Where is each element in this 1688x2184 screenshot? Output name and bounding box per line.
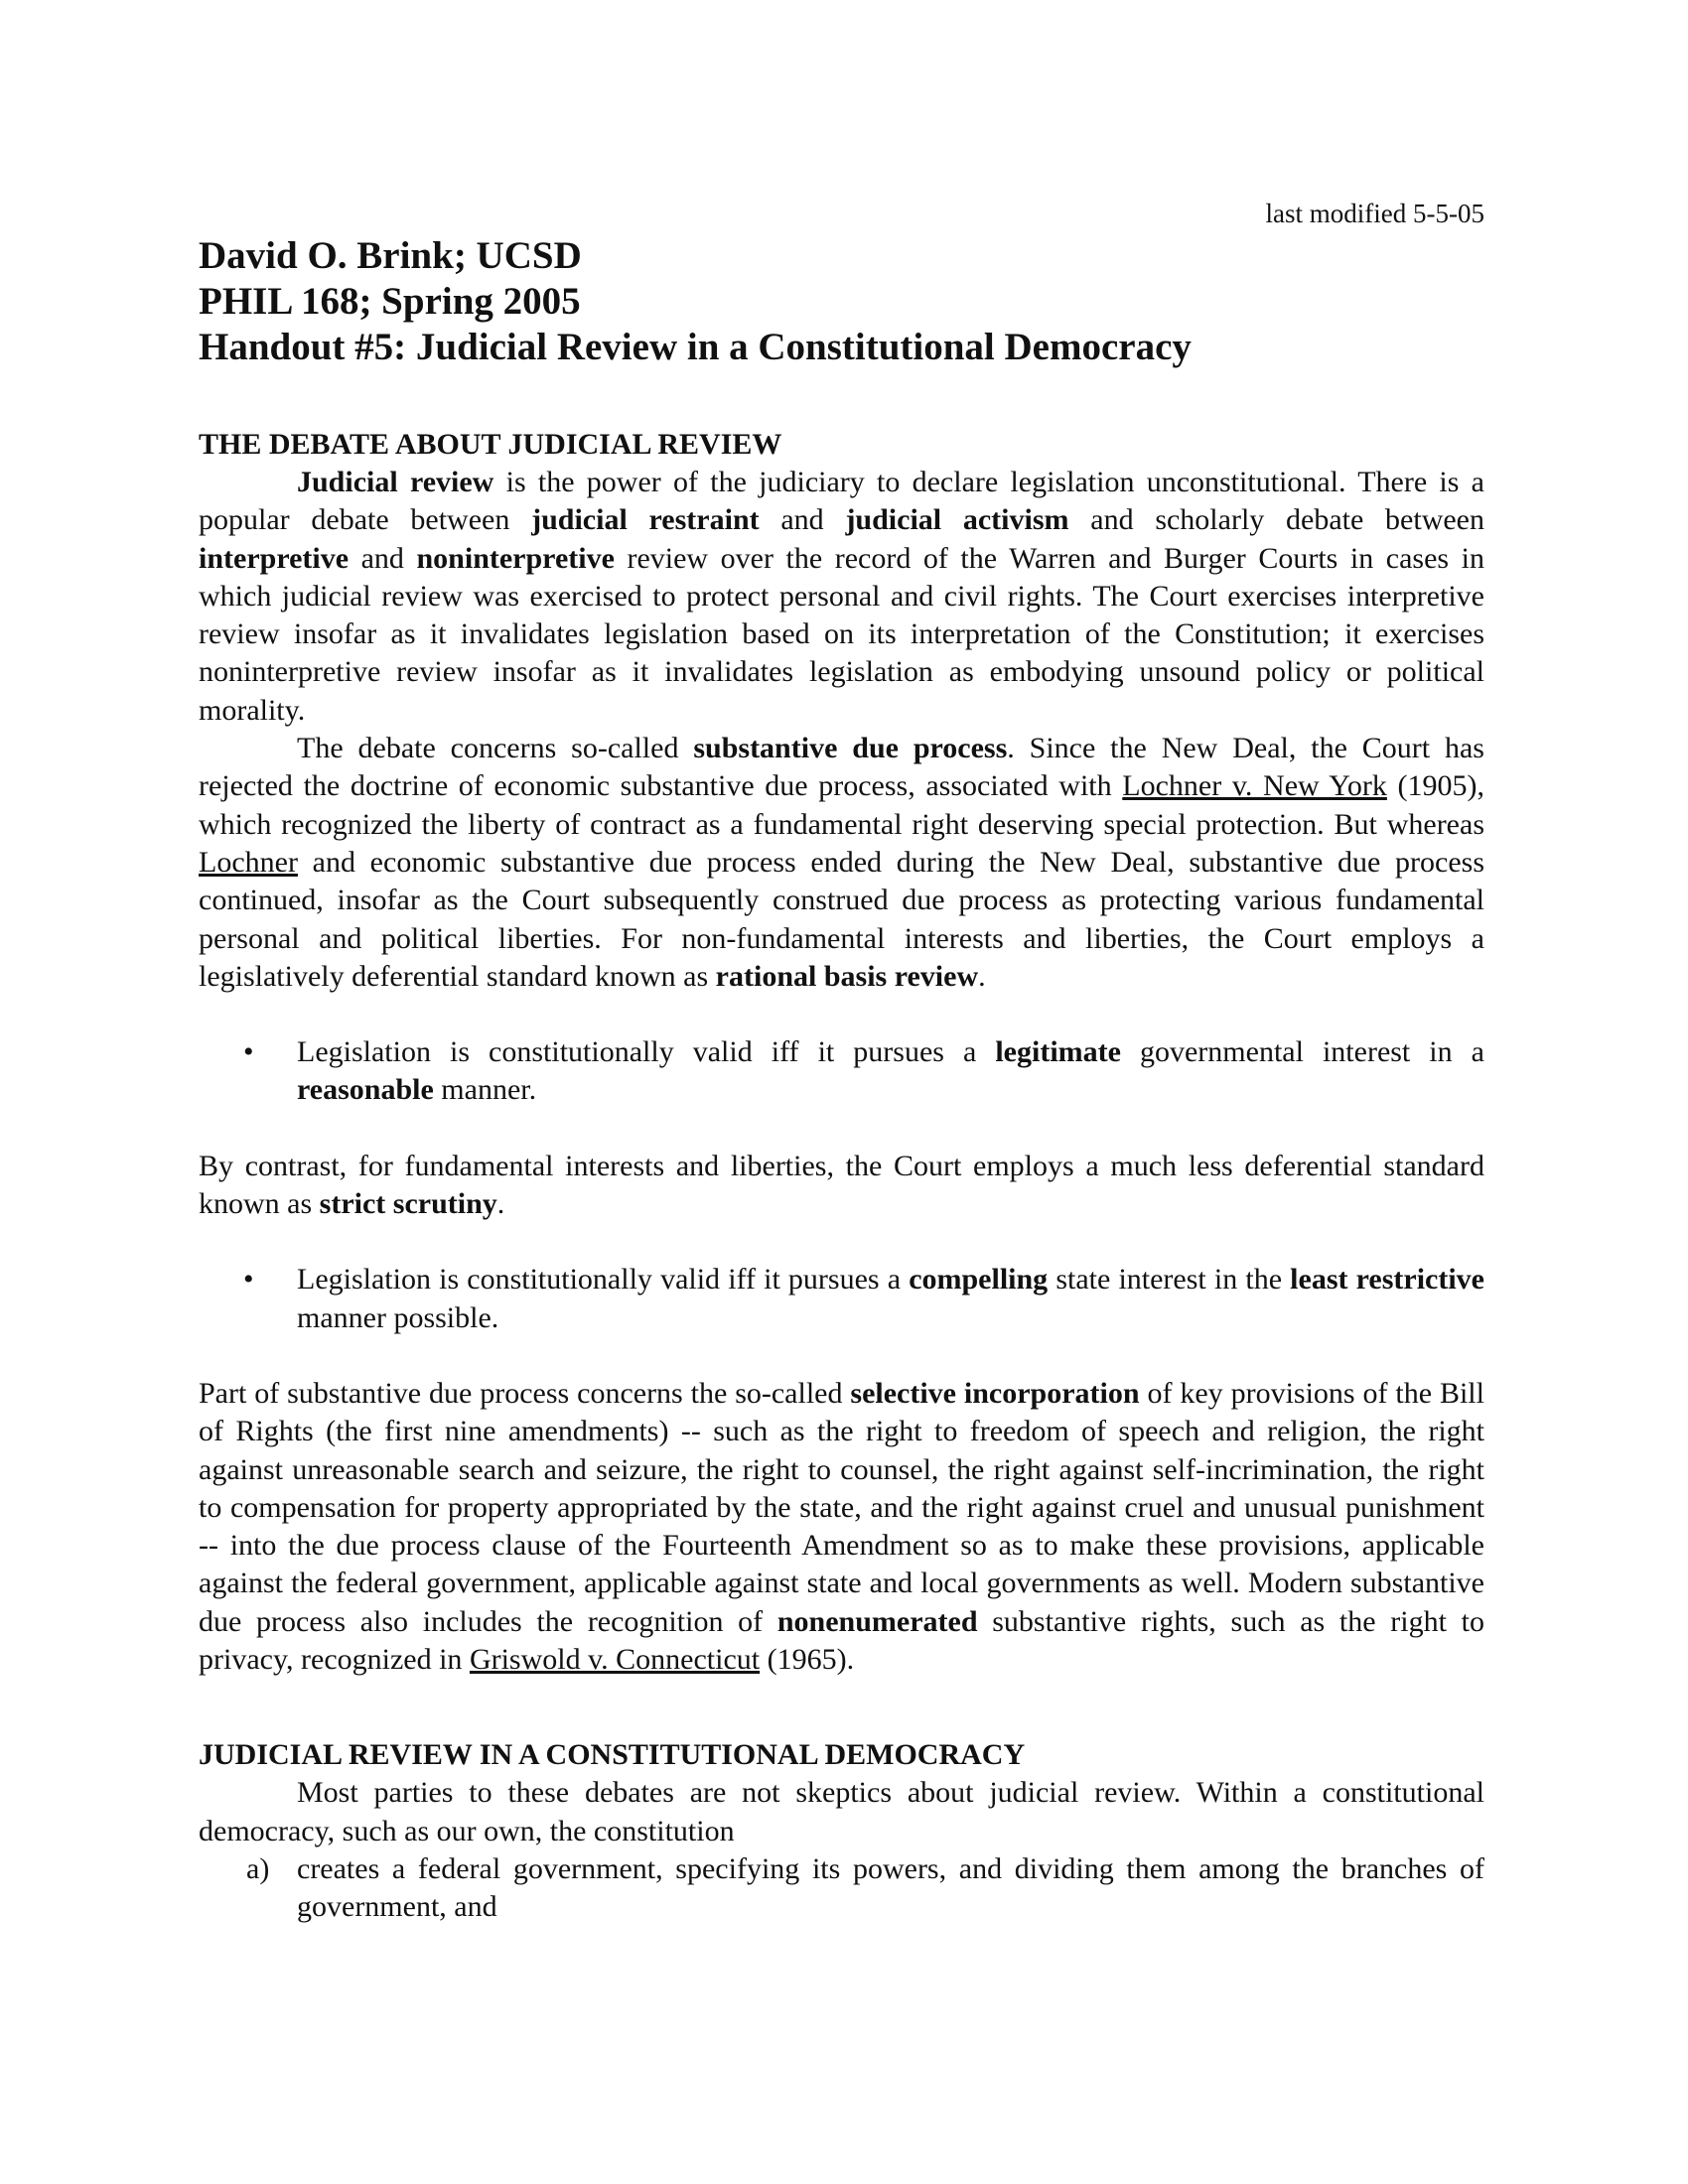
bullet-item — [199, 1033, 1484, 1110]
text-run: Legislation is constitutionally valid iff it pursues a — [297, 1263, 910, 1297]
section-debate — [199, 426, 1484, 1679]
bold-term: least restrictive — [1290, 1263, 1484, 1297]
bold-term: nonenumerated — [776, 1604, 978, 1638]
paragraph: Most parties to these debates are not skeptics about judicial review. Within a constitutional democracy, such as our own, the constitution — [199, 1776, 1484, 1847]
text-run: . — [978, 959, 986, 993]
text-run: and economic substantive due process ended during the New Deal, substantive due process continued, insofar as the Court subsequently construed due process as protecting various fundamental personal and political liberties. For non-fundamental interests and liberties, the Court employs a legislatively deferential standard known as — [199, 845, 1484, 993]
author-line: David O. Brink; UCSD — [199, 234, 582, 277]
list-item — [199, 1850, 1484, 1927]
text-run: (1905), which recognized the liberty of contract as a fundamental right deserving special protection. But whereas — [199, 769, 1484, 841]
text-run: and scholarly debate between — [1068, 503, 1485, 537]
bold-term: reasonable — [297, 1073, 434, 1107]
paragraph — [199, 464, 1484, 730]
text-run: Legislation is constitutionally valid iff it pursues a — [297, 1035, 996, 1069]
bold-term: strict scrutiny — [319, 1187, 497, 1221]
bold-term: interpretive — [199, 541, 350, 575]
bullet-marker: • — [243, 1263, 254, 1297]
text-run: review over the record of the Warren and Burger Courts in cases in which judicial review was exercised to protect personal and civil rights. The Court exercises interpretive review insofar as it invalidates legislation based on its interpretation of the Constitution; it exercises noninterpretive review insofar as it invalidates legislation as embodying unsound policy or political morality. — [199, 541, 1484, 727]
list-item-text: creates a federal government, specifying its powers, and dividing them among the branches of government, and — [297, 1851, 1484, 1924]
list-marker: a) — [246, 1851, 270, 1885]
case-citation: Lochner — [199, 845, 298, 879]
bullet-item — [199, 1261, 1484, 1337]
paragraph — [199, 1375, 1484, 1679]
text-run: (1965). — [760, 1643, 855, 1677]
paragraph — [199, 730, 1484, 996]
text-run: By contrast, for fundamental interests and liberties, the Court employs a much less deferential standard known as — [199, 1149, 1484, 1221]
text-run: governmental interest in a — [1120, 1035, 1484, 1069]
last-modified-date: last modified 5-5-05 — [1265, 199, 1484, 228]
text-run: . Since the New Deal, the Court has rejected the doctrine of economic substantive due process, associated with — [199, 732, 1484, 803]
document-header — [199, 233, 1484, 370]
text-run: and — [759, 503, 846, 537]
section-title: JUDICIAL REVIEW IN A CONSTITUTIONAL DEMOCRACY — [199, 1738, 1026, 1772]
text-run: is the power of the judiciary to declare legislation unconstitutional. There is a popular debate between — [199, 466, 1484, 537]
bold-term: selective incorporation — [850, 1376, 1140, 1410]
bold-term: judicial activism — [845, 503, 1069, 537]
text-run: and — [349, 541, 417, 575]
bullet-text — [297, 1033, 1484, 1110]
bullet-text — [297, 1261, 1484, 1337]
document-page — [199, 194, 1484, 1927]
bullet-marker: • — [243, 1035, 254, 1069]
course-line: PHIL 168; Spring 2005 — [199, 280, 581, 323]
text-run: state interest in the — [1048, 1263, 1291, 1297]
text-run: manner. — [433, 1073, 537, 1107]
text-run: substantive rights, such as the right to privacy, recognized in — [199, 1604, 1485, 1677]
text-run: Part of substantive due process concerns the so-called — [199, 1376, 851, 1410]
text-run: The debate concerns so-called — [297, 732, 694, 765]
handout-title: Handout #5: Judicial Review in a Constitutional Democracy — [199, 326, 1192, 368]
bold-term: legitimate — [995, 1035, 1121, 1069]
text-run: . — [496, 1187, 505, 1221]
paragraph — [199, 1148, 1484, 1224]
text-run: of key provisions of the Bill of Rights (the first nine amendments) -- such as the right to freedom of speech and religion, the right against unreasonable search and seizure, the right to counsel, the right against self-incrimination, the right to compensation for property appropriated by the state, and the right against cruel and unusual punishment -- into the due process clause of the Fourteenth Amendment so as to make these provisions, applicable against the federal government, applicable against state and local governments as well. Modern substantive due process also includes the recognition of — [199, 1376, 1484, 1638]
text-run: manner possible. — [297, 1300, 499, 1334]
bold-term: substantive due process — [693, 732, 1008, 765]
bold-term: rational basis review — [715, 959, 979, 993]
case-citation: Lochner v. New York — [1122, 769, 1387, 803]
case-citation: Griswold v. Connecticut — [469, 1643, 761, 1677]
bold-term: noninterpretive — [416, 541, 615, 575]
section-title: THE DEBATE ABOUT JUDICIAL REVIEW — [199, 428, 782, 461]
bold-term: judicial restraint — [531, 503, 760, 537]
section-constitutional-democracy — [199, 1736, 1484, 1926]
bold-term: Judicial review — [297, 466, 494, 498]
bold-term: compelling — [909, 1263, 1049, 1297]
